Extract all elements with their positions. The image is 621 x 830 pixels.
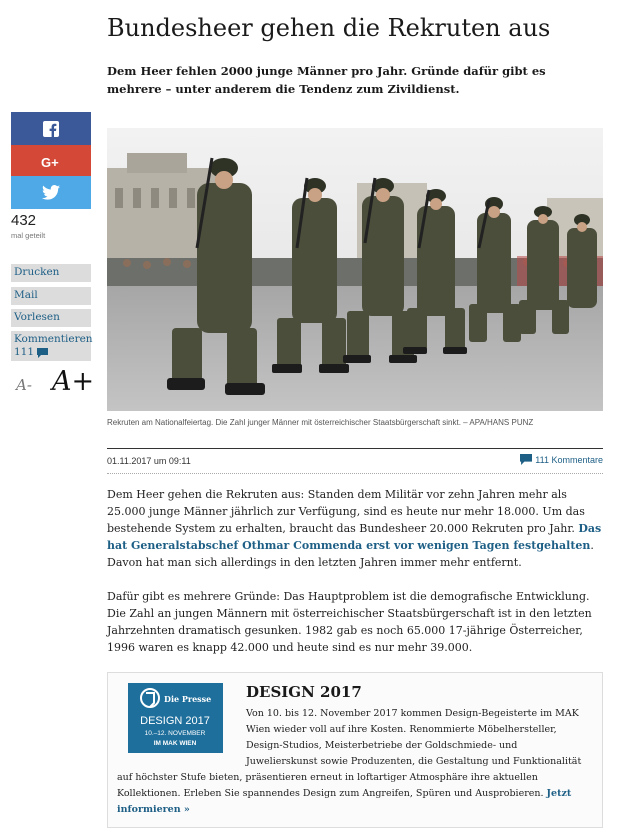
article-title: Bundesheer gehen die Rekruten aus bbox=[107, 14, 551, 42]
share-count-label: mal geteilt bbox=[11, 231, 46, 240]
read-aloud-button[interactable]: Vorlesen bbox=[11, 309, 91, 327]
meta-dotted-divider bbox=[107, 473, 603, 474]
print-button[interactable]: Drucken bbox=[11, 264, 91, 282]
comments-link-label: 111 Kommentare bbox=[535, 454, 603, 465]
meta-divider bbox=[107, 448, 603, 449]
font-larger-button[interactable]: A+ bbox=[52, 366, 95, 397]
comments-link[interactable] bbox=[520, 454, 603, 465]
comment-count-row bbox=[14, 346, 88, 359]
font-smaller-button[interactable]: A- bbox=[16, 376, 32, 394]
image-caption: Rekruten am Nationalfeiertag. Die Zahl junger Männer mit österreichischer Staatsbürgerschaft sinkt. – APA/HANS PUNZ bbox=[107, 418, 534, 427]
share-count: 432 bbox=[11, 212, 37, 229]
logo-brand: Die Presse bbox=[164, 694, 212, 704]
logo-venue: IM MAK WIEN bbox=[153, 740, 197, 747]
article-paragraph-2: Dafür gibt es mehrere Gründe: Das Hauptproblem ist die demografische Entwicklung. Die Zahl an jungen Männern mit österreichischer Staatsbürgerschaft ist in den letzten Jahrzehnten dramatisch gesunken. 1982 gab es noch 65.000 17-jährige Österreicher, 1996 waren es knapp 42.000 und heute sind es nur mehr 39.000. bbox=[107, 590, 592, 654]
promo-title: DESIGN 2017 bbox=[246, 683, 362, 701]
promo-link[interactable]: Jetzt informieren » bbox=[117, 788, 572, 815]
comment-bubble-icon bbox=[520, 454, 532, 465]
promo-rest: auf höchster Stufe bieten, präsentieren erneut in loftartiger Atmosphäre ihre aktuellen Kollektionen. Erleben Sie spannendes Design zum Angreifen, Spüren und Ausprobieren. bbox=[117, 772, 547, 799]
svg-text:G+: G+ bbox=[41, 154, 59, 169]
promo-line-4: Juwelierskunst sowie Produzenten, die Gestaltung und Funktionalität bbox=[246, 756, 582, 767]
article-paragraph-1 bbox=[107, 486, 603, 571]
paragraph-1-end: . Davon hat man sich allerdings in den letzten Jahren immer mehr entfernt. bbox=[107, 539, 594, 569]
promo-text bbox=[117, 706, 597, 818]
paragraph-1-text: Dem Heer gehen die Rekruten aus: Standen dem Militär vor zehn Jahren mehr als 25.000 junge Männer jährlich zur Verfügung, sind es heute nur mehr 18.000. Um das bestehende System zu erhalten, braucht das Bundesheer 20.000 Rekruten pro Jahr. bbox=[107, 488, 585, 535]
google-plus-icon bbox=[41, 155, 61, 169]
facebook-icon bbox=[43, 121, 59, 137]
logo-design: DESIGN 2017 bbox=[140, 715, 210, 727]
comment-count: 111 bbox=[14, 346, 35, 358]
comment-button[interactable] bbox=[11, 331, 91, 361]
mail-button[interactable]: Mail bbox=[11, 287, 91, 305]
comment-bubble-icon bbox=[37, 348, 48, 358]
promo-line-1: Von 10. bis 12. November 2017 kommen Design-Begeisterte im MAK bbox=[246, 708, 579, 719]
article-lead: Dem Heer fehlen 2000 junge Männer pro Jahr. Gründe dafür gibt es mehrere – unter anderem die Tendenz zum Zivildienst. bbox=[107, 64, 546, 96]
publish-date: 01.11.2017 um 09:11 bbox=[107, 456, 191, 466]
promo-line-2: Wien wieder voll auf ihre Kosten. Renommierte Möbelhersteller, bbox=[246, 724, 557, 735]
twitter-icon bbox=[42, 185, 60, 200]
google-plus-share-button[interactable] bbox=[11, 145, 91, 178]
promo-box bbox=[107, 672, 603, 828]
article-photo bbox=[107, 128, 603, 411]
promo-line-3: Design-Studios, Meisterbetriebe der Goldschmiede- und bbox=[246, 740, 518, 751]
comment-button-label: Kommentieren bbox=[14, 333, 93, 345]
logo-dates: 10.–12. NOVEMBER bbox=[144, 730, 206, 737]
commenda-link[interactable]: Das hat Generalstabschef Othmar Commenda erst vor wenigen Tagen festgehalten bbox=[107, 522, 602, 552]
facebook-share-button[interactable] bbox=[11, 112, 91, 145]
twitter-share-button[interactable] bbox=[11, 176, 91, 209]
